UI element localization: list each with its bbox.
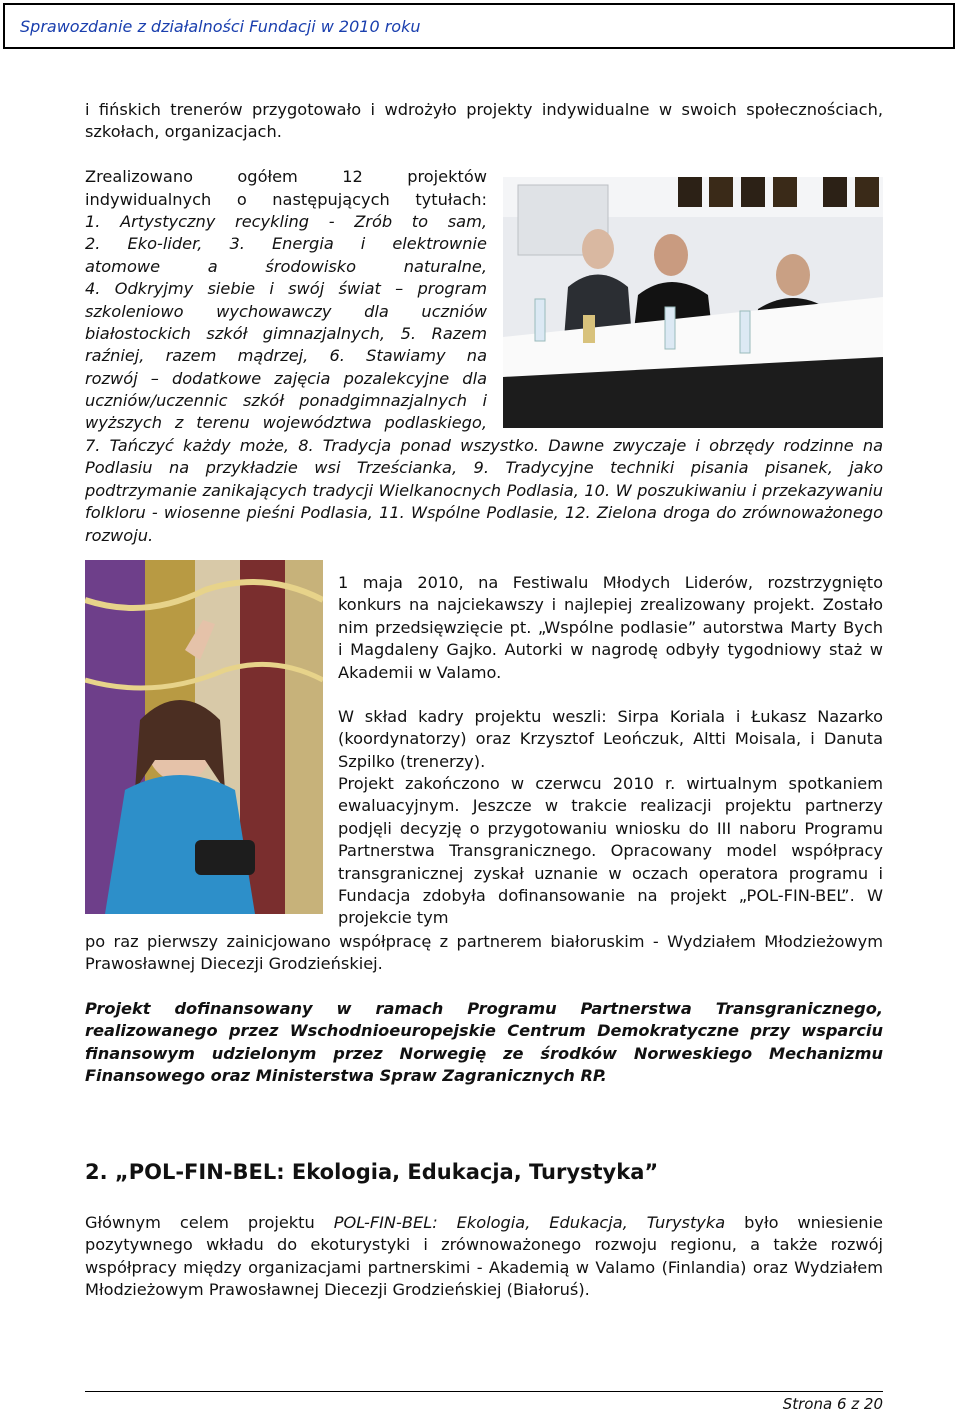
conference-photo [503,177,883,428]
list-line: szkoleniowo wychowawczy dla uczniów [85,302,487,321]
project-name: POL-FIN-BEL: Ekologia, Edukacja, Turystyka [333,1213,726,1232]
paragraph-projects-tail: 7. Tańczyć każdy może, 8. Tradycja ponad wszystko. Dawne zwyczaje i obrzędy rodzinne na Podlasiu na przykładzie wsi Trześcianka, 9. Tradycyjne techniki pisania pisanek, jako podtrzymanie zanikających tradycji Wielkanocnych Podlasia, 10. W poszukiwaniu i przekazywaniu folkloru - wiosenne pieśni Podlasia, 11. Wspólne Podlasie, 12. Zielona droga do zrównoważonego rozwoju. [85,436,883,545]
paragraph-intro: i fińskich trenerów przygotowało i wdrożyło projekty indywidualne w swoich społecznościach, szkołach, organizacjach. [85,100,883,142]
paragraph-summary-tail: po raz pierwszy zainicjowano współpracę z partnerem białoruskim - Wydziałem Młodzieżowym Prawosławnej Diecezji Grodzieńskiej. [85,932,883,974]
footer-divider [85,1391,883,1392]
paragraph-summary: Projekt zakończono w czerwcu 2010 r. wirtualnym spotkaniem ewaluacyjnym. Jeszcze w trakcie realizacji projektu partnerzy podjęli decyzję o przygotowaniu wniosku do III naboru Programu Partnerstwa Transgranicznego. Opracowany model współpracy transgranicznej zyskał uznanie w oczach operatora programu i Fundacja zdobyła dofinansowanie na projekt „POL-FIN-BEL”. W projekcie tym [338,774,883,928]
list-line: wyższych z terenu województwa podlaskiego, [85,413,487,432]
intro-text-start: Głównym celem projektu [85,1213,334,1232]
vestments-photo [85,560,323,914]
list-line: uczniów/uczennic szkół ponadgimnazjalnych i [85,391,487,410]
list-line: 1. Artystyczny recykling - Zrób to sam, [85,212,487,231]
intro-text-end: było wniesienie pozytywnego wkładu do ekoturystyki i zrównoważonego rozwoju regionu, a także rozwój współpracy między organizacjami partnerskimi - Akademią w Valamo (Finlandia) oraz Wydziałem Młodzieżowym Prawosławnej Diecezji Grodzieńskiej (Białoruś). [85,1213,883,1300]
list-line: Zrealizowano ogółem 12 projektów [85,167,487,186]
header-title: Sprawozdanie z działalności Fundacji w 2010 roku [20,17,421,36]
paragraph-section-intro [85,1212,883,1302]
list-line: indywidualnych o następujących tytułach: [85,190,487,209]
list-line: 4. Odkryjmy siebie i swój świat – program [85,279,487,298]
list-line: białostockich szkół gimnazjalnych, 5. Razem [85,324,487,343]
list-line: 2. Eko-lider, 3. Energia i elektrownie [85,234,487,253]
funding-note: Projekt dofinansowany w ramach Programu Partnerstwa Transgranicznego, realizowanego przez Wschodnioeuropejskie Centrum Demokratyczne przy wsparciu finansowym udzielonym przez Norwegię ze środków Norweskiego Mechanizmu Finansowego oraz Ministerstwa Spraw Zagranicznych RP. [85,999,883,1086]
page-header [3,3,955,49]
vestments-photo-image [85,560,323,914]
list-line: rozwój – dodatkowe zajęcia pozalekcyjne dla [85,369,487,388]
list-line: raźniej, razem mądrzej, 6. Stawiamy na [85,346,487,365]
paragraph-staff: W skład kadry projektu weszli: Sirpa Koriala i Łukasz Nazarko (koordynatorzy) oraz Krzysztof Leończuk, Altti Moisala, i Danuta Szpilko (trenerzy). [338,707,883,771]
page-number: Strona 6 z 20 [782,1395,883,1413]
section-heading: 2. „POL-FIN-BEL: Ekologia, Edukacja, Turystyka” [85,1160,659,1184]
paragraph-festival: 1 maja 2010, na Festiwalu Młodych Liderów, rozstrzygnięto konkurs na najciekawszy i najlepiej zrealizowany projekt. Zostało nim przedsięwzięcie pt. „Wspólne podlasie” autorstwa Marty Bych i Magdaleny Gajko. Autorki w nagrodę odbyły tygodniowy staż w Akademii w Valamo. [338,573,883,682]
conference-photo-image [503,177,883,428]
list-line: atomowe a środowisko naturalne, [85,257,487,276]
